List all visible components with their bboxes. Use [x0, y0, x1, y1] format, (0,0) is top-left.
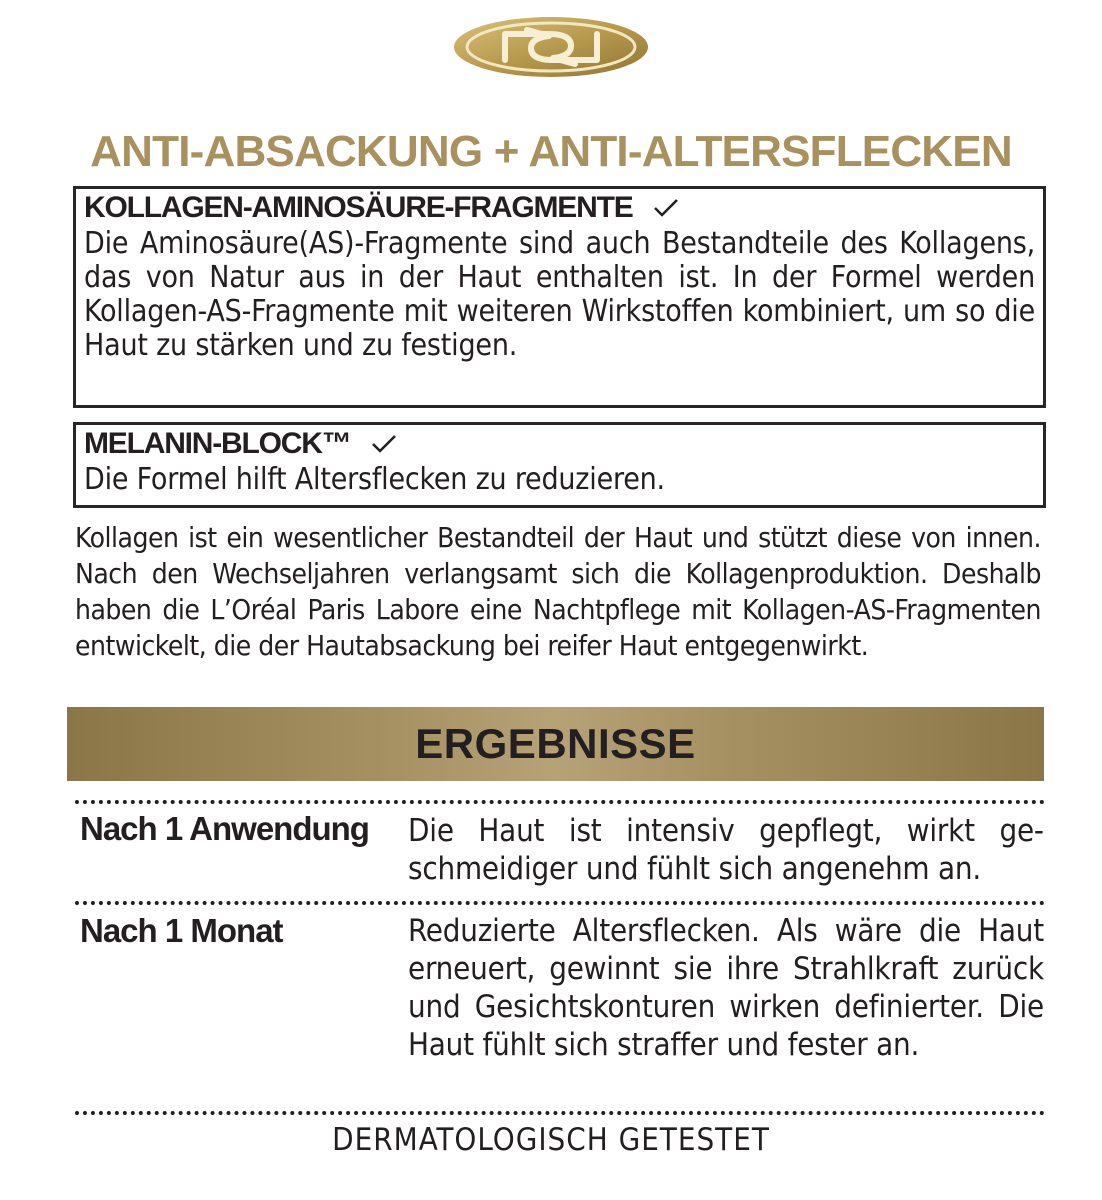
ingredient-heading: [84, 425, 1035, 463]
ingredient-description: Die Aminosäure(AS)-Fragmente sind auch Bestandteile des Kollagens, das von Natur aus in der Haut enthalten ist. In der Formel werden Kollagen-AS-Fragmente mit weiteren Wirkstoffen kombiniert, um so die Haut zu stärken und zu festigen.: [84, 226, 1035, 363]
ingredient-title: KOLLAGEN-AMINOSÄURE-FRAGMENTE: [84, 191, 633, 224]
dotted-divider: [75, 1111, 1045, 1115]
check-icon: [371, 433, 397, 455]
result-description: Die Haut ist intensiv gepflegt, wirkt geschmeidiger und fühlt sich angenehm an.: [408, 813, 1044, 887]
loreal-gold-seal-icon: [453, 16, 649, 78]
ingredient-heading: [84, 189, 1035, 227]
ingredient-box-melanin: [73, 422, 1046, 508]
intro-paragraph: Kollagen ist ein wesentlicher Bestandteil der Haut und stützt diese von innen. Nach den Wechseljahren verlangsamt sich die Kollagenproduktion. Deshalb haben die L’Oréal Paris Labore eine Nachtpflege mit Kollagen-AS-Fragmenten entwickelt, die der Hautabsackung bei reifer Haut entgegenwirkt.: [75, 521, 1041, 662]
result-label: Nach 1 Monat: [80, 912, 283, 949]
ingredient-title: MELANIN-BLOCK™: [84, 427, 351, 460]
result-description: Reduzierte Altersflecken. Als wäre die Haut erneuert, gewinnt sie ihre Strahlkraft zurück und Gesichtskonturen wirken definierter. Die Haut fühlt sich straffer und fester an.: [408, 913, 1044, 1063]
dermatology-note: DERMATOLOGISCH GETESTET: [332, 1122, 770, 1158]
results-title: ERGEBNISSE: [415, 720, 696, 767]
dotted-divider: [75, 901, 1045, 905]
dotted-divider: [75, 800, 1045, 804]
ingredient-description: Die Formel hilft Altersflecken zu reduzieren.: [84, 462, 665, 497]
check-icon: [653, 197, 679, 219]
result-label: Nach 1 Anwendung: [80, 810, 369, 847]
product-headline: ANTI-ABSACKUNG + ANTI-ALTERSFLECKEN: [90, 127, 1012, 176]
ingredient-box-collagen: [73, 186, 1046, 408]
results-banner: [67, 707, 1044, 781]
